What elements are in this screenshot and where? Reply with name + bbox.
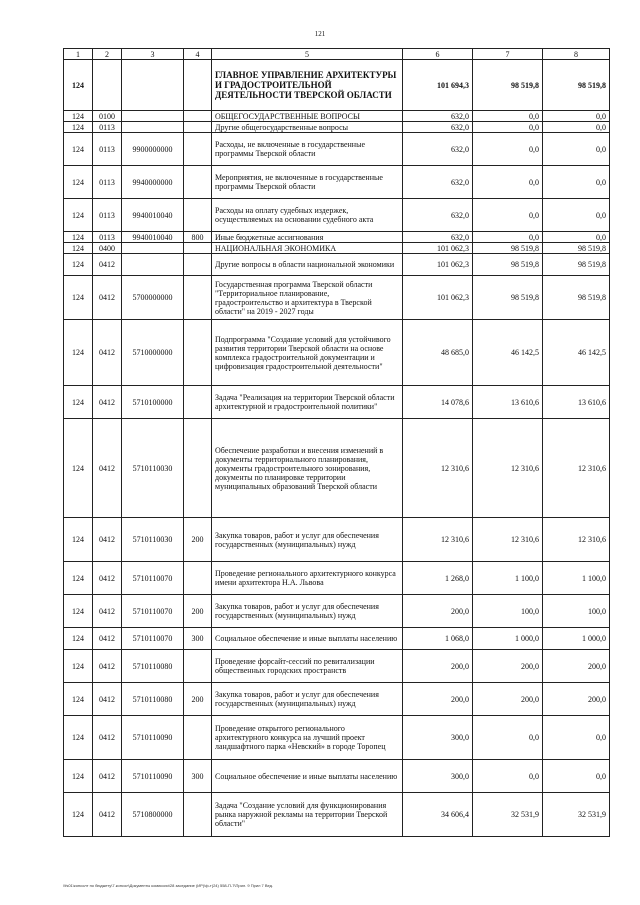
description-cell: Расходы, не включенные в государственные программы Тверской области [212,133,403,166]
expense-type-cell: 300 [184,760,212,793]
amount-col7-cell: 46 142,5 [473,320,543,386]
amount-col8-cell: 200,0 [543,683,610,716]
target-code-cell: 9940000000 [122,166,184,199]
description-cell: Социальное обеспечение и иные выплаты населению [212,628,403,650]
table-row [64,254,610,276]
section-code-cell: 0412 [93,386,122,419]
table-row [64,562,610,595]
section-code-cell: 0412 [93,254,122,276]
table-row [64,760,610,793]
section-code-cell: 0100 [93,111,122,122]
table-row [64,518,610,562]
page-number: 121 [314,30,326,38]
target-code-cell: 5710100000 [122,386,184,419]
description-cell: Задача "Реализация на территории Тверской области архитектурной и градостроительной политики" [212,386,403,419]
amount-col8-cell: 200,0 [543,650,610,683]
expense-type-cell [184,122,212,133]
section-code-cell: 0412 [93,518,122,562]
table-row [64,199,610,232]
section-code-cell [93,60,122,111]
target-code-cell [122,254,184,276]
header-cell: 5 [212,49,403,60]
amount-col7-cell: 1 000,0 [473,628,543,650]
expense-type-cell [184,320,212,386]
amount-col7-cell: 0,0 [473,133,543,166]
admin-code-cell: 124 [64,595,93,628]
amount-col6-cell: 200,0 [403,683,473,716]
target-code-cell: 5710110070 [122,562,184,595]
table-row [64,60,610,111]
admin-code-cell: 124 [64,122,93,133]
table-row [64,232,610,243]
expense-type-cell [184,111,212,122]
target-code-cell: 5710110070 [122,628,184,650]
table-row [64,419,610,518]
amount-col6-cell: 1 068,0 [403,628,473,650]
target-code-cell: 5710110070 [122,595,184,628]
amount-col7-cell: 32 531,9 [473,793,543,837]
header-cell: 2 [93,49,122,60]
amount-col6-cell: 300,0 [403,760,473,793]
target-code-cell: 9900000000 [122,133,184,166]
section-code-cell: 0400 [93,243,122,254]
description-cell: НАЦИОНАЛЬНАЯ ЭКОНОМИКА [212,243,403,254]
admin-code-cell: 124 [64,760,93,793]
admin-code-cell: 124 [64,628,93,650]
table-row [64,683,610,716]
target-code-cell: 5710800000 [122,793,184,837]
section-code-cell: 0113 [93,133,122,166]
target-code-cell [122,122,184,133]
table-row [64,133,610,166]
expense-type-cell [184,793,212,837]
section-code-cell: 0412 [93,793,122,837]
expense-type-cell [184,419,212,518]
expense-type-cell [184,133,212,166]
section-code-cell: 0412 [93,628,122,650]
amount-col6-cell: 12 310,6 [403,419,473,518]
table-row [64,320,610,386]
amount-col7-cell: 12 310,6 [473,518,543,562]
expense-type-cell [184,254,212,276]
amount-col8-cell: 46 142,5 [543,320,610,386]
expense-type-cell [184,276,212,320]
description-cell: ГЛАВНОЕ УПРАВЛЕНИЕ АРХИТЕКТУРЫ И ГРАДОСТРОИТЕЛЬНОЙ ДЕЯТЕЛЬНОСТИ ТВЕРСКОЙ ОБЛАСТИ [212,60,403,111]
admin-code-cell: 124 [64,243,93,254]
amount-col6-cell: 200,0 [403,595,473,628]
admin-code-cell: 124 [64,166,93,199]
amount-col7-cell: 0,0 [473,760,543,793]
amount-col7-cell: 0,0 [473,111,543,122]
amount-col6-cell: 101 062,3 [403,243,473,254]
amount-col7-cell: 98 519,8 [473,254,543,276]
table-row [64,595,610,628]
section-code-cell: 0412 [93,650,122,683]
amount-col6-cell: 632,0 [403,133,473,166]
amount-col7-cell: 98 519,8 [473,243,543,254]
amount-col6-cell: 1 268,0 [403,562,473,595]
table-row [64,276,610,320]
target-code-cell: 5710110030 [122,419,184,518]
target-code-cell: 5710110090 [122,716,184,760]
expense-type-cell [184,650,212,683]
amount-col6-cell: 101 694,3 [403,60,473,111]
amount-col6-cell: 200,0 [403,650,473,683]
table-row [64,650,610,683]
admin-code-cell: 124 [64,419,93,518]
table-row [64,386,610,419]
expense-type-cell: 200 [184,518,212,562]
amount-col6-cell: 14 078,6 [403,386,473,419]
amount-col8-cell: 98 519,8 [543,243,610,254]
target-code-cell: 5710110080 [122,683,184,716]
amount-col8-cell: 0,0 [543,111,610,122]
amount-col6-cell: 632,0 [403,232,473,243]
amount-col7-cell: 98 519,8 [473,60,543,111]
amount-col8-cell: 98 519,8 [543,60,610,111]
amount-col8-cell: 0,0 [543,232,610,243]
admin-code-cell: 124 [64,111,93,122]
description-cell: Другие общегосударственные вопросы [212,122,403,133]
target-code-cell: 5710110090 [122,760,184,793]
description-cell: Задача "Создание условий для функционирования рынка наружной рекламы на территории Тверской области" [212,793,403,837]
table-row [64,793,610,837]
section-code-cell: 0412 [93,276,122,320]
section-code-cell: 0412 [93,683,122,716]
admin-code-cell: 124 [64,254,93,276]
amount-col8-cell: 0,0 [543,760,610,793]
amount-col8-cell: 0,0 [543,199,610,232]
section-code-cell: 0113 [93,166,122,199]
amount-col6-cell: 632,0 [403,199,473,232]
amount-col7-cell: 100,0 [473,595,543,628]
description-cell: Проведение открытого регионального архитектурного конкурса на лучший проект ландшафтного парка «Невский» в городе Торопец [212,716,403,760]
description-cell: Закупка товаров, работ и услуг для обеспечения государственных (муниципальных) нужд [212,683,403,716]
amount-col7-cell: 0,0 [473,232,543,243]
amount-col8-cell: 1 000,0 [543,628,610,650]
section-code-cell: 0113 [93,232,122,243]
amount-col8-cell: 0,0 [543,122,610,133]
table-row [64,166,610,199]
section-code-cell: 0412 [93,562,122,595]
section-code-cell: 0412 [93,595,122,628]
amount-col8-cell: 12 310,6 [543,518,610,562]
amount-col6-cell: 632,0 [403,166,473,199]
admin-code-cell: 124 [64,683,93,716]
admin-code-cell: 124 [64,386,93,419]
section-code-cell: 0113 [93,122,122,133]
admin-code-cell: 124 [64,320,93,386]
amount-col8-cell: 0,0 [543,716,610,760]
description-cell: Иные бюджетные ассигнования [212,232,403,243]
target-code-cell: 9940010040 [122,199,184,232]
amount-col8-cell: 98 519,8 [543,276,610,320]
expense-type-cell [184,562,212,595]
section-code-cell: 0412 [93,320,122,386]
amount-col7-cell: 0,0 [473,122,543,133]
expense-type-cell [184,243,212,254]
expense-type-cell [184,60,212,111]
target-code-cell [122,60,184,111]
section-code-cell: 0412 [93,419,122,518]
target-code-cell: 5710110030 [122,518,184,562]
amount-col7-cell: 13 610,6 [473,386,543,419]
target-code-cell: 5700000000 [122,276,184,320]
amount-col6-cell: 12 310,6 [403,518,473,562]
target-code-cell: 9940010040 [122,232,184,243]
section-code-cell: 0412 [93,716,122,760]
amount-col7-cell: 1 100,0 [473,562,543,595]
expense-type-cell [184,166,212,199]
expense-type-cell [184,716,212,760]
table-row [64,111,610,122]
description-cell: Другие вопросы в области национальной экономики [212,254,403,276]
section-code-cell: 0412 [93,760,122,793]
admin-code-cell: 124 [64,716,93,760]
expense-type-cell: 300 [184,628,212,650]
target-code-cell [122,243,184,254]
expense-type-cell [184,386,212,419]
expense-type-cell: 800 [184,232,212,243]
amount-col7-cell: 200,0 [473,650,543,683]
description-cell: Закупка товаров, работ и услуг для обеспечения государственных (муниципальных) нужд [212,518,403,562]
amount-col7-cell: 12 310,6 [473,419,543,518]
admin-code-cell: 124 [64,232,93,243]
description-cell: Обеспечение разработки и внесения изменений в документы территориального планирования, документы градостроительного зонирования, документы по планировке территории муниципальных образований Тверской области [212,419,403,518]
target-code-cell: 5710110080 [122,650,184,683]
amount-col7-cell: 200,0 [473,683,543,716]
header-cell: 8 [543,49,610,60]
table-row [64,716,610,760]
header-row [64,49,610,60]
amount-col8-cell: 100,0 [543,595,610,628]
amount-col6-cell: 101 062,3 [403,276,473,320]
amount-col8-cell: 32 531,9 [543,793,610,837]
header-cell: 3 [122,49,184,60]
description-cell: Проведение форсайт-сессий по ревитализации общественных городских пространств [212,650,403,683]
header-cell: 6 [403,49,473,60]
description-cell: Социальное обеспечение и иные выплаты населению [212,760,403,793]
amount-col8-cell: 98 519,8 [543,254,610,276]
admin-code-cell: 124 [64,199,93,232]
description-cell: Государственная программа Тверской области "Территориальное планирование, градостроительство и архитектура в Тверской области" на 2019 - 2027 годы [212,276,403,320]
amount-col8-cell: 0,0 [543,133,610,166]
amount-col8-cell: 0,0 [543,166,610,199]
header-cell: 7 [473,49,543,60]
description-cell: Расходы на оплату судебных издержек, осуществляемых на основании судебного акта [212,199,403,232]
amount-col8-cell: 1 100,0 [543,562,610,595]
admin-code-cell: 124 [64,562,93,595]
expense-type-cell: 200 [184,595,212,628]
table-row [64,122,610,133]
amount-col7-cell: 0,0 [473,716,543,760]
amount-col7-cell: 98 519,8 [473,276,543,320]
header-cell: 1 [64,49,93,60]
description-cell: Мероприятия, не включенные в государственные программы Тверской области [212,166,403,199]
admin-code-cell: 124 [64,518,93,562]
expense-type-cell: 200 [184,683,212,716]
admin-code-cell: 124 [64,793,93,837]
amount-col6-cell: 34 606,4 [403,793,473,837]
admin-code-cell: 124 [64,133,93,166]
expense-type-cell [184,199,212,232]
amount-col8-cell: 13 610,6 [543,386,610,419]
section-code-cell: 0113 [93,199,122,232]
target-code-cell [122,111,184,122]
amount-col7-cell: 0,0 [473,166,543,199]
header-cell: 4 [184,49,212,60]
description-cell: ОБЩЕГОСУДАРСТВЕННЫЕ ВОПРОСЫ [212,111,403,122]
description-cell: Закупка товаров, работ и услуг для обеспечения государственных (муниципальных) нужд [212,595,403,628]
admin-code-cell: 124 [64,276,93,320]
amount-col8-cell: 12 310,6 [543,419,610,518]
table-row [64,243,610,254]
target-code-cell: 5710000000 [122,320,184,386]
table-row [64,628,610,650]
amount-col6-cell: 101 062,3 [403,254,473,276]
amount-col6-cell: 632,0 [403,111,473,122]
description-cell: Подпрограмма "Создание условий для устойчивого развития территории Тверской области на основе комплекса градостроительной документации и цифровизация градостроительной деятельности" [212,320,403,386]
budget-table [63,48,610,837]
file-path-footer: \\fs01\консолт по бюджету\7.консол\Документы комиссии\28 заседание (ИР)\ф-т(24) 558-П-7\Прил. 9 Прил 7 Вед. [63,883,274,888]
amount-col6-cell: 48 685,0 [403,320,473,386]
amount-col7-cell: 0,0 [473,199,543,232]
admin-code-cell: 124 [64,60,93,111]
admin-code-cell: 124 [64,650,93,683]
description-cell: Проведение регионального архитектурного конкурса имени архитектора Н.А. Львова [212,562,403,595]
amount-col6-cell: 300,0 [403,716,473,760]
amount-col6-cell: 632,0 [403,122,473,133]
